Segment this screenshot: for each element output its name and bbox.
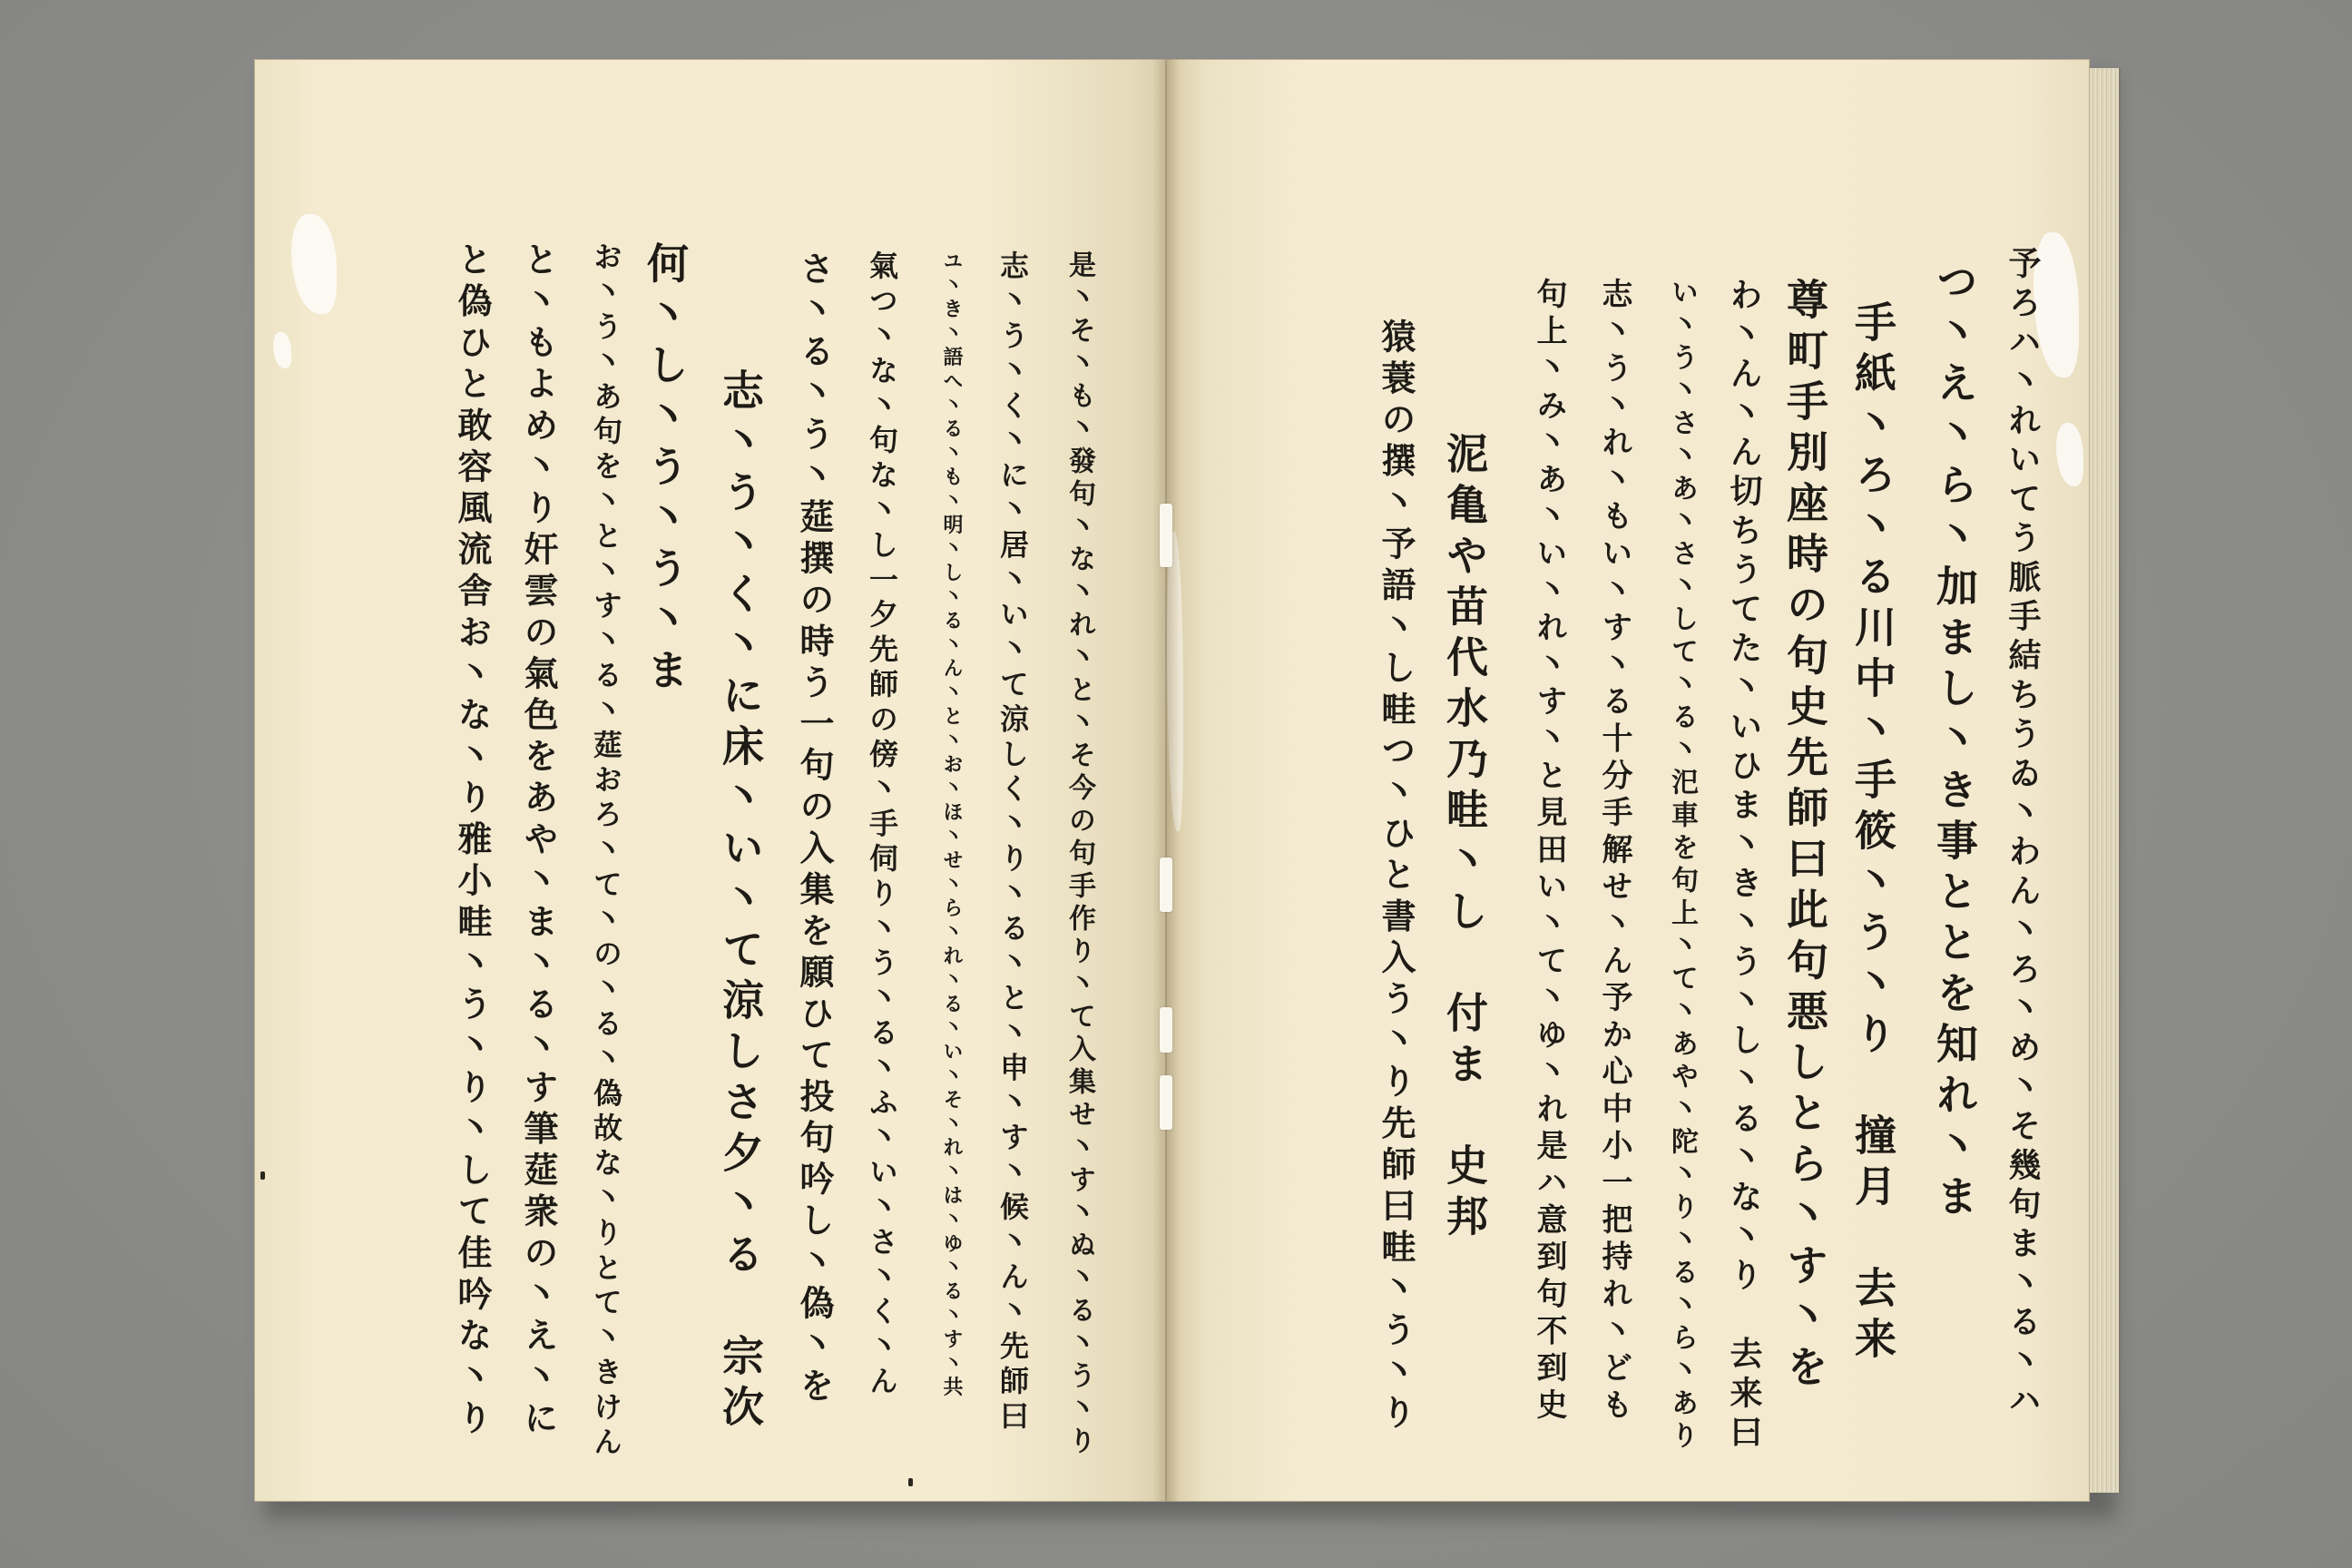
book-gutter <box>1152 59 1180 1502</box>
binding-stitch <box>1160 504 1172 567</box>
text-column: わ丶ん丶ん切ちうてた丶いひま丶き丶う丶し丶る丶な丶り 去来曰 <box>1725 278 1763 1454</box>
left-page <box>254 59 1166 1502</box>
text-column: と丶もよめ丶り奸雲の氣色をあや丶ま丶る丶す筆莚衆の丶え丶に <box>518 241 559 1442</box>
text-column: 志丶う丶れ丶もい丶す丶る十分手解せ丶ん予か心中小一把持れ丶ども <box>1596 278 1632 1426</box>
text-column: 予ろハ丶れいてう脈手結ちうゐ丶わん丶ろ丶め丶そ幾句ま丶る丶ハ <box>2004 246 2042 1422</box>
text-column: 是丶そ丶も丶發句丶な丶れ丶と丶そ今の句手作り丶て入集せ丶す丶ぬ丶る丶う丶り <box>1063 250 1095 1459</box>
text-column: お丶う丶あ句を丶と丶す丶る丶莚おろ丶て丶の丶る丶偽故な丶りとて丶きけん <box>589 241 623 1461</box>
text-column: 句上丶み丶あ丶い丶れ丶す丶と見田い丶て丶ゆ丶れ是ハ意到句不到史 <box>1531 278 1567 1426</box>
paper-tear <box>273 332 291 368</box>
text-column: 泥亀や苗代水乃畦丶し 付ま 史邦 <box>1440 432 1489 1245</box>
text-column: 猿蓑の撰丶予語丶し畦つ丶ひと書入う丶り先師曰畦丶う丶り <box>1376 318 1416 1436</box>
text-column: さ丶る丶う丶莚撰の時う一句の入集を願ひて投句吟し丶偽丶を <box>794 250 835 1409</box>
page-edges <box>2090 68 2121 1493</box>
text-column: 尊町手別座時の句史先師曰此句悪しとら丶す丶を <box>1780 278 1829 1396</box>
text-column: 氣つ丶な丶句な丶し一夕先師の傍丶手伺り丶う丶る丶ふ丶い丶さ丶く丶ん <box>865 250 899 1401</box>
paper-tear <box>291 214 337 314</box>
binding-stitch <box>1160 858 1172 912</box>
open-book <box>254 59 2114 1511</box>
binding-stitch <box>1160 1007 1172 1053</box>
text-column: 手紙丶ろ丶る川中丶手筱丶う丶り 撞月 去来 <box>1848 300 1897 1367</box>
text-column: い丶う丶さ丶あ丶さ丶して丶る丶汜車を句上丶て丶あや丶陀丶り丶る丶ら丶あり <box>1666 278 1698 1454</box>
text-column: ユ丶き丶語へ丶る丶も丶明丶し丶る丶ん丶と丶お丶ほ丶せ丶ら丶れ丶る丶い丶そ丶れ丶は丶ゆ丶る丶す丶共 <box>940 250 964 1401</box>
text-column: 何丶し丶う丶う丶ま <box>641 241 690 699</box>
right-page <box>1166 59 2090 1502</box>
text-column: と偽ひと敢容風流舎お丶な丶り雅小畦丶う丶り丶して佳吟な丶り <box>452 241 493 1442</box>
paper-tear <box>2056 423 2083 486</box>
text-column: つ丶え丶ら丶加まし丶き事ととを知れ丶ま <box>1930 260 1979 1225</box>
margin-mark <box>260 1171 265 1180</box>
margin-mark <box>908 1478 913 1486</box>
text-column: 志丶う丶く丶に丶居丶い丶て涼しく丶り丶る丶と丶申丶す丶候丶ん丶先師曰 <box>995 250 1030 1436</box>
binding-stitch <box>1160 1075 1172 1130</box>
text-column: 志丶う丶く丶に床丶い丶て涼しさ夕丶る 宗次 <box>716 368 765 1436</box>
